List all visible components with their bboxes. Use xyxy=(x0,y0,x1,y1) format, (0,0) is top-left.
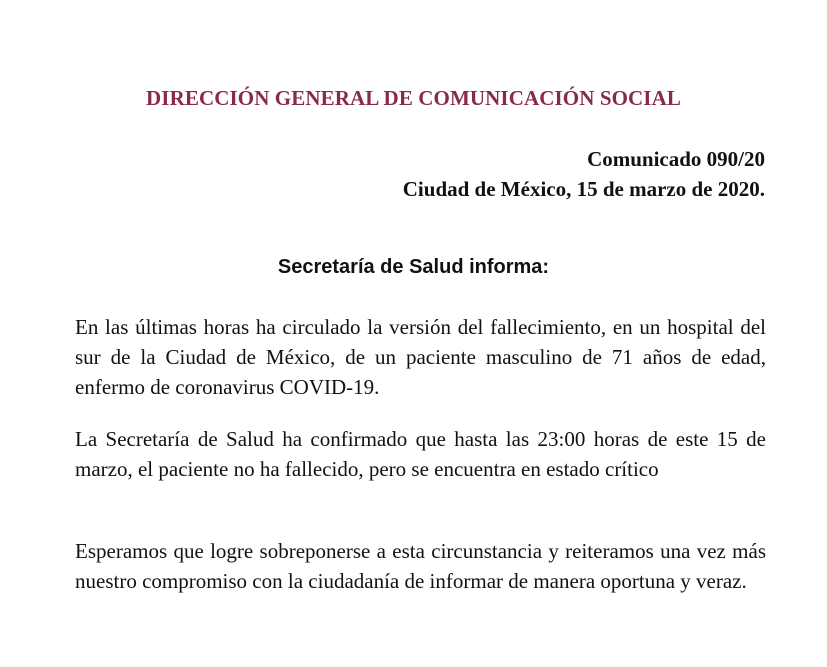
communique-meta xyxy=(403,144,765,204)
section-heading: Secretaría de Salud informa: xyxy=(277,256,550,278)
paragraph: En las últimas horas ha circulado la versión del fallecimiento, en un hospital del sur de la Ciudad de México, de un paciente masculino de 71 años de edad, enfermo de coronavirus COVID-19. xyxy=(75,315,766,399)
place-date: Ciudad de México, 15 de marzo de 2020. xyxy=(402,177,765,201)
paragraph: La Secretaría de Salud ha confirmado que hasta las 23:00 horas de este 15 de marzo, el paciente no ha fallecido, pero se encuentra en estado crítico xyxy=(75,427,766,481)
department-title: DIRECCIÓN GENERAL DE COMUNICACIÓN SOCIAL xyxy=(146,86,681,110)
communique-number: Comunicado 090/20 xyxy=(587,147,765,171)
paragraph: Esperamos que logre sobreponerse a esta circunstancia y reiteramos una vez más nuestro compromiso con la ciudadanía de informar de manera oportuna y veraz. xyxy=(75,539,766,593)
